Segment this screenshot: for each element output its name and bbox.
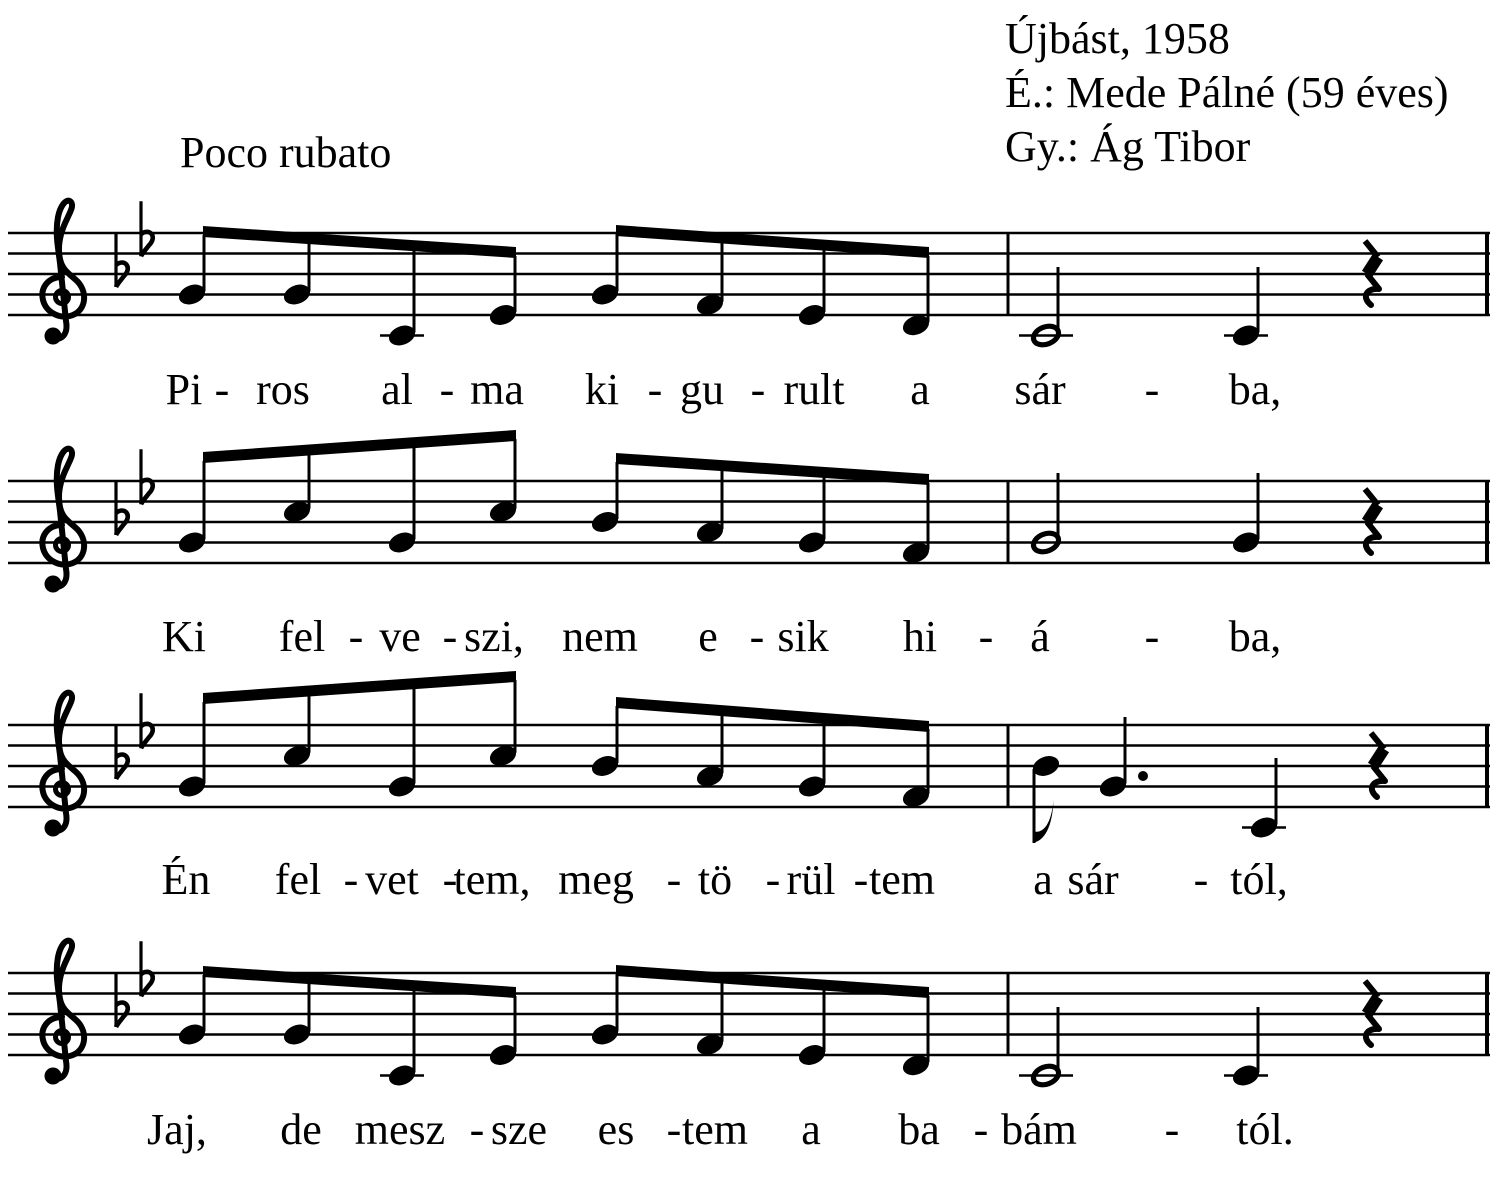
lyric-syllable: gu: [680, 365, 724, 414]
flat-sign-icon: [116, 972, 128, 1027]
lyric-hyphen: -: [647, 365, 663, 414]
lyric-hyphen: -: [1193, 855, 1209, 904]
lyric-syllable: Pi: [165, 365, 203, 414]
lyric-hyphen: -: [1164, 1105, 1180, 1154]
beam-group: [589, 453, 932, 566]
staff-3: [8, 671, 1490, 843]
lyric-hyphen: -: [978, 612, 994, 661]
lyric-syllable: sze: [490, 1105, 548, 1154]
lyric-syllable: tól,: [1230, 855, 1288, 904]
beam-group: [176, 671, 519, 800]
lyric-syllable: Jaj,: [147, 1105, 207, 1154]
lyric-syllable: tem: [682, 1105, 748, 1154]
lyric-syllable: szi,: [464, 612, 524, 661]
lyric-syllable: tem,: [453, 855, 531, 904]
lyric-hyphen: -: [765, 855, 781, 904]
staff-lines: [8, 481, 1490, 563]
lyric-syllable: a: [1033, 855, 1053, 904]
lyric-syllable: a: [910, 365, 930, 414]
lyric-syllable: rül: [786, 855, 836, 904]
lyric-hyphen: -: [1144, 612, 1160, 661]
lyric-hyphen: -: [853, 855, 869, 904]
flat-sign-icon: [141, 941, 153, 996]
flat-sign-icon: [116, 480, 128, 535]
beam-group: [589, 965, 932, 1079]
lyric-hyphen: -: [469, 1105, 485, 1154]
lyric-hyphen: -: [439, 365, 455, 414]
lyric-hyphen: -: [1144, 365, 1160, 414]
lyric-syllable: de: [280, 1105, 322, 1154]
lyric-syllable: sár: [1067, 855, 1119, 904]
lyric-syllable: ma: [470, 365, 524, 414]
quarter-note: [1242, 758, 1286, 841]
lyric-syllable: a: [801, 1105, 821, 1154]
lyric-syllable: ve: [379, 612, 421, 661]
lyric-syllable: ros: [256, 365, 310, 414]
lyric-syllable: vet: [365, 855, 419, 904]
staff-lines: [8, 725, 1490, 807]
lyric-hyphen: -: [348, 612, 364, 661]
staff-4: [8, 941, 1490, 1089]
lyric-hyphen: -: [666, 855, 682, 904]
lyric-hyphen: -: [749, 612, 765, 661]
lyric-syllable: á: [1030, 612, 1050, 661]
eighth-note: [1030, 752, 1062, 843]
header-informant: É.: Mede Pálné (59 éves): [1005, 68, 1449, 117]
lyric-syllable: es: [597, 1105, 635, 1154]
staff-1: [8, 201, 1490, 349]
flat-sign-icon: [116, 724, 128, 779]
lyric-syllable: tól.: [1236, 1105, 1294, 1154]
lyric-hyphen: -: [214, 365, 230, 414]
lyric-syllable: Ki: [162, 612, 206, 661]
flat-sign-icon: [141, 693, 153, 748]
lyric-syllable: ba,: [1228, 612, 1282, 661]
lyric-syllable: ki: [584, 365, 620, 414]
lyric-syllable: meg: [558, 855, 634, 904]
lyric-syllable: sik: [777, 612, 829, 661]
beam-group: [176, 226, 519, 349]
quarter-note: [1224, 267, 1268, 349]
lyric-syllable: ba: [898, 1105, 940, 1154]
beam-group: [176, 430, 519, 556]
flat-sign-icon: [141, 201, 153, 256]
treble-clef-icon: [42, 693, 84, 837]
flat-sign-icon: [141, 449, 153, 504]
lyric-syllable: tö: [697, 855, 733, 904]
treble-clef-icon: [42, 449, 84, 593]
half-note: [1019, 267, 1073, 348]
lyric-syllable: bám: [1001, 1105, 1077, 1154]
header-collector: Gy.: Ág Tibor: [1005, 122, 1251, 171]
quarter-note: [1224, 1007, 1268, 1089]
lyric-syllable: ba,: [1228, 365, 1282, 414]
lyric-syllable: mesz: [354, 1105, 446, 1154]
lyric-syllable: fel: [278, 612, 326, 661]
tempo-marking: Poco rubato: [180, 128, 392, 177]
treble-clef-icon: [42, 941, 84, 1085]
staff-2: [8, 430, 1490, 593]
beam-group: [589, 697, 932, 810]
lyric-syllable: nem: [562, 612, 638, 661]
lyric-hyphen: -: [750, 365, 766, 414]
quarter-note: [1230, 473, 1262, 556]
lyric-syllable: sár: [1014, 365, 1066, 414]
lyric-syllable: rult: [783, 365, 845, 414]
lyric-hyphen: -: [666, 1105, 682, 1154]
lyric-hyphen: -: [442, 855, 458, 904]
lyric-syllable: Én: [161, 855, 211, 904]
lyric-hyphen: -: [973, 1105, 989, 1154]
flat-sign-icon: [116, 232, 128, 287]
half-note: [1019, 1007, 1073, 1088]
lyric-syllable: tem: [869, 855, 935, 904]
treble-clef-icon: [42, 201, 84, 345]
header-location-year: Újbást, 1958: [1005, 14, 1230, 63]
beam-group: [589, 225, 932, 339]
beam-group: [176, 966, 519, 1089]
lyric-hyphen: -: [343, 855, 359, 904]
lyric-syllable: fel: [274, 855, 322, 904]
lyric-syllable: e: [698, 612, 718, 661]
lyric-hyphen: -: [442, 612, 458, 661]
lyric-syllable: hi: [902, 612, 938, 661]
augmentation-dot: [1138, 771, 1148, 781]
lyric-syllable: al: [381, 365, 413, 414]
